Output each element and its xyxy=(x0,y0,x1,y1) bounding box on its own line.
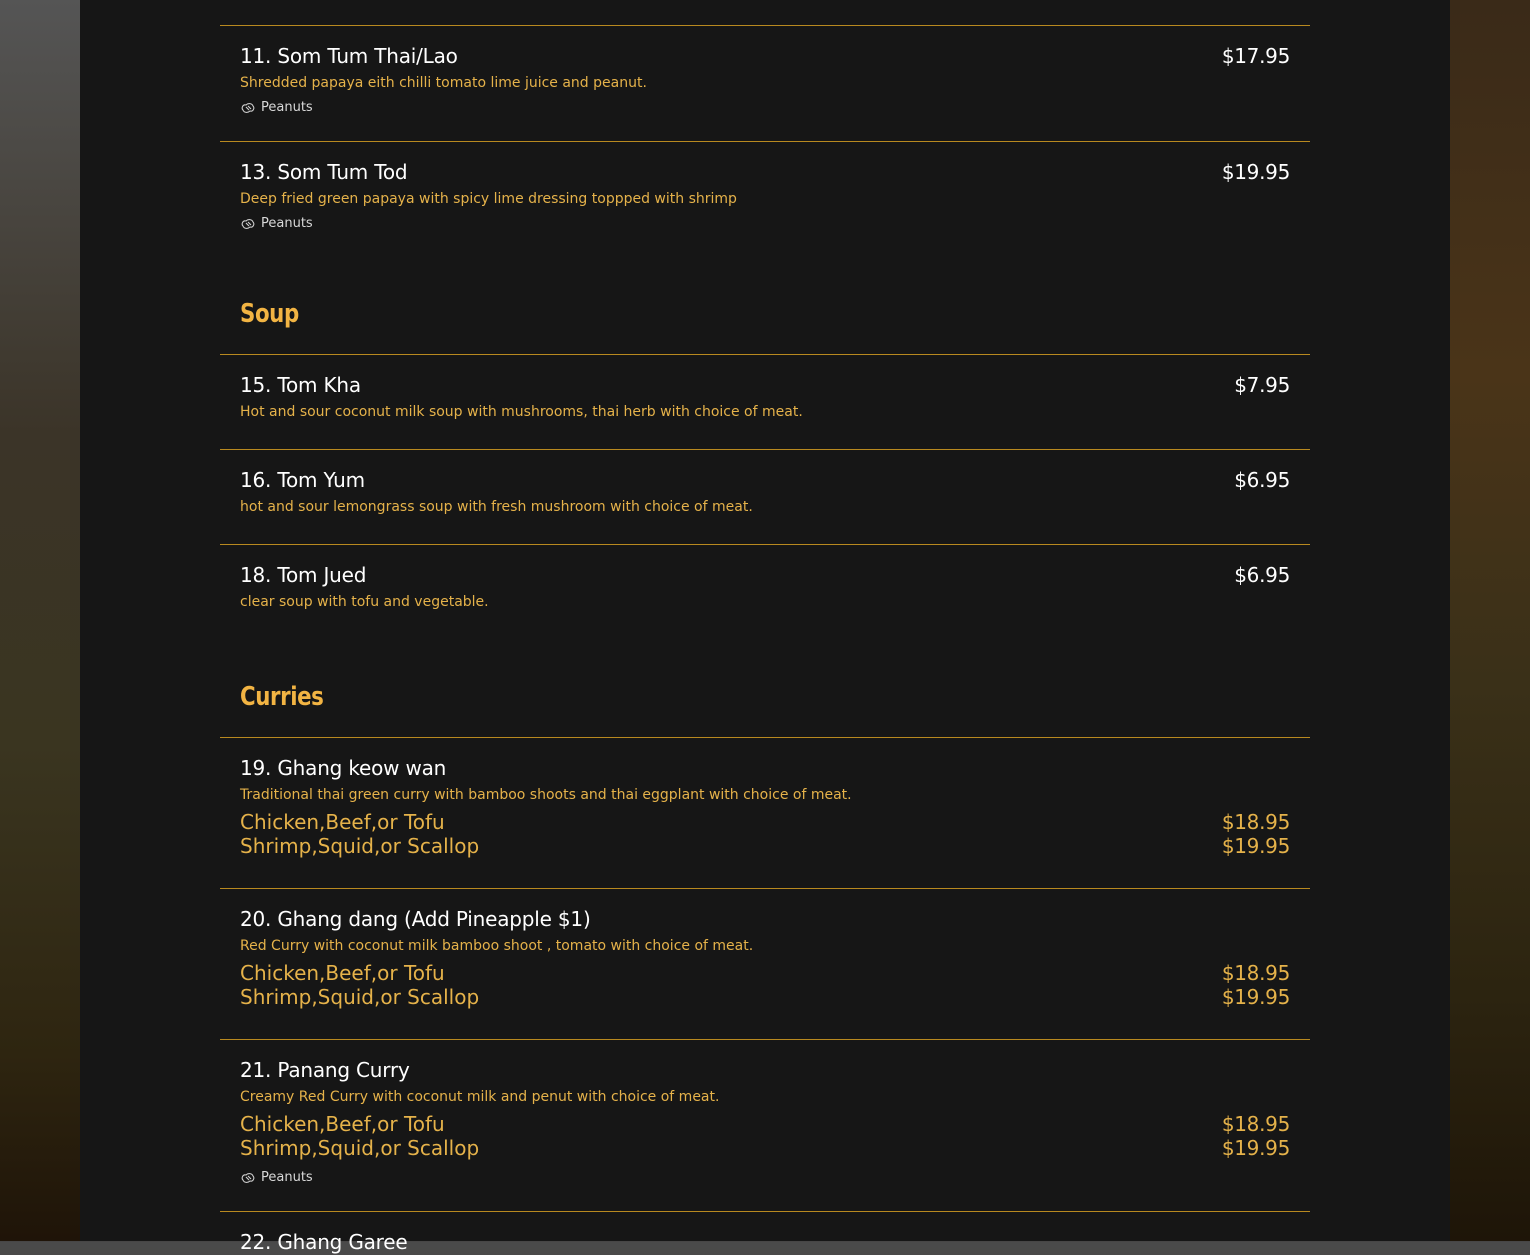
divider xyxy=(220,1211,1310,1212)
price-variant xyxy=(240,985,1290,1009)
menu-item xyxy=(220,755,1310,865)
allergen-label: Peanuts xyxy=(261,1170,313,1185)
item-price: $19.95 xyxy=(1221,160,1290,184)
item-name: 22. Ghang Garee xyxy=(240,1230,408,1254)
item-description: Creamy Red Curry with coconut milk and penut with choice of meat. xyxy=(240,1089,720,1105)
divider xyxy=(220,449,1310,450)
item-name: 13. Som Tum Tod xyxy=(240,160,408,184)
item-description: hot and sour lemongrass soup with fresh mushroom with choice of meat. xyxy=(240,499,753,515)
divider xyxy=(220,1039,1310,1040)
background-left xyxy=(0,0,80,1241)
variant-price: $18.95 xyxy=(1221,1112,1290,1136)
item-name: 21. Panang Curry xyxy=(240,1058,410,1082)
divider xyxy=(220,737,1310,738)
item-name: 11. Som Tum Thai/Lao xyxy=(240,44,458,68)
variant-label: Chicken,Beef,or Tofu xyxy=(240,1112,445,1136)
item-description: Hot and sour coconut milk soup with mushrooms, thai herb with choice of meat. xyxy=(240,404,803,420)
divider xyxy=(220,354,1310,355)
menu-item xyxy=(220,906,1310,1016)
menu-item xyxy=(220,1057,1310,1197)
allergen-label: Peanuts xyxy=(261,216,313,231)
variant-label: Chicken,Beef,or Tofu xyxy=(240,810,445,834)
divider xyxy=(220,888,1310,889)
variant-label: Shrimp,Squid,or Scallop xyxy=(240,834,480,858)
price-variant xyxy=(240,1136,1290,1160)
divider xyxy=(220,141,1310,142)
item-description: Red Curry with coconut milk bamboo shoot , tomato with choice of meat. xyxy=(240,938,754,954)
item-price: $6.95 xyxy=(1234,563,1290,587)
peanut-icon xyxy=(240,217,256,231)
item-price: $17.95 xyxy=(1221,44,1290,68)
variant-price: $18.95 xyxy=(1221,810,1290,834)
item-name: 18. Tom Jued xyxy=(240,563,367,587)
section-title-soup: Soup xyxy=(240,299,299,329)
allergen-tag xyxy=(240,215,313,233)
peanut-icon xyxy=(240,101,256,115)
menu-item xyxy=(220,467,1310,527)
menu-item xyxy=(220,372,1310,432)
variant-price: $19.95 xyxy=(1221,834,1290,858)
background-right xyxy=(1450,0,1530,1241)
allergen-label: Peanuts xyxy=(261,100,313,115)
menu-item xyxy=(220,159,1310,249)
item-description: Deep fried green papaya with spicy lime dressing toppped with shrimp xyxy=(240,191,737,207)
item-price: $6.95 xyxy=(1234,468,1290,492)
item-price: $7.95 xyxy=(1234,373,1290,397)
variant-price: $19.95 xyxy=(1221,985,1290,1009)
item-name: 16. Tom Yum xyxy=(240,468,365,492)
price-variant xyxy=(240,961,1290,985)
variant-price: $19.95 xyxy=(1221,1136,1290,1160)
variant-label: Shrimp,Squid,or Scallop xyxy=(240,985,480,1009)
item-description: Shredded papaya eith chilli tomato lime juice and peanut. xyxy=(240,75,647,91)
menu-item xyxy=(220,562,1310,622)
item-description: Traditional thai green curry with bamboo shoots and thai eggplant with choice of meat. xyxy=(240,787,852,803)
divider xyxy=(220,25,1310,26)
item-name: 19. Ghang keow wan xyxy=(240,756,447,780)
price-variant xyxy=(240,834,1290,858)
menu-panel xyxy=(80,0,1450,1254)
section-title-curries: Curries xyxy=(240,682,324,712)
item-name: 20. Ghang dang (Add Pineapple $1) xyxy=(240,907,591,931)
price-variant xyxy=(240,810,1290,834)
peanut-icon xyxy=(240,1171,256,1185)
item-description: clear soup with tofu and vegetable. xyxy=(240,594,489,610)
price-variant xyxy=(240,1112,1290,1136)
menu-item xyxy=(220,43,1310,133)
allergen-tag xyxy=(240,99,313,117)
menu-item xyxy=(220,1229,1310,1254)
variant-label: Chicken,Beef,or Tofu xyxy=(240,961,445,985)
variant-label: Shrimp,Squid,or Scallop xyxy=(240,1136,480,1160)
allergen-tag xyxy=(240,1169,313,1187)
item-name: 15. Tom Kha xyxy=(240,373,361,397)
variant-price: $18.95 xyxy=(1221,961,1290,985)
divider xyxy=(220,544,1310,545)
